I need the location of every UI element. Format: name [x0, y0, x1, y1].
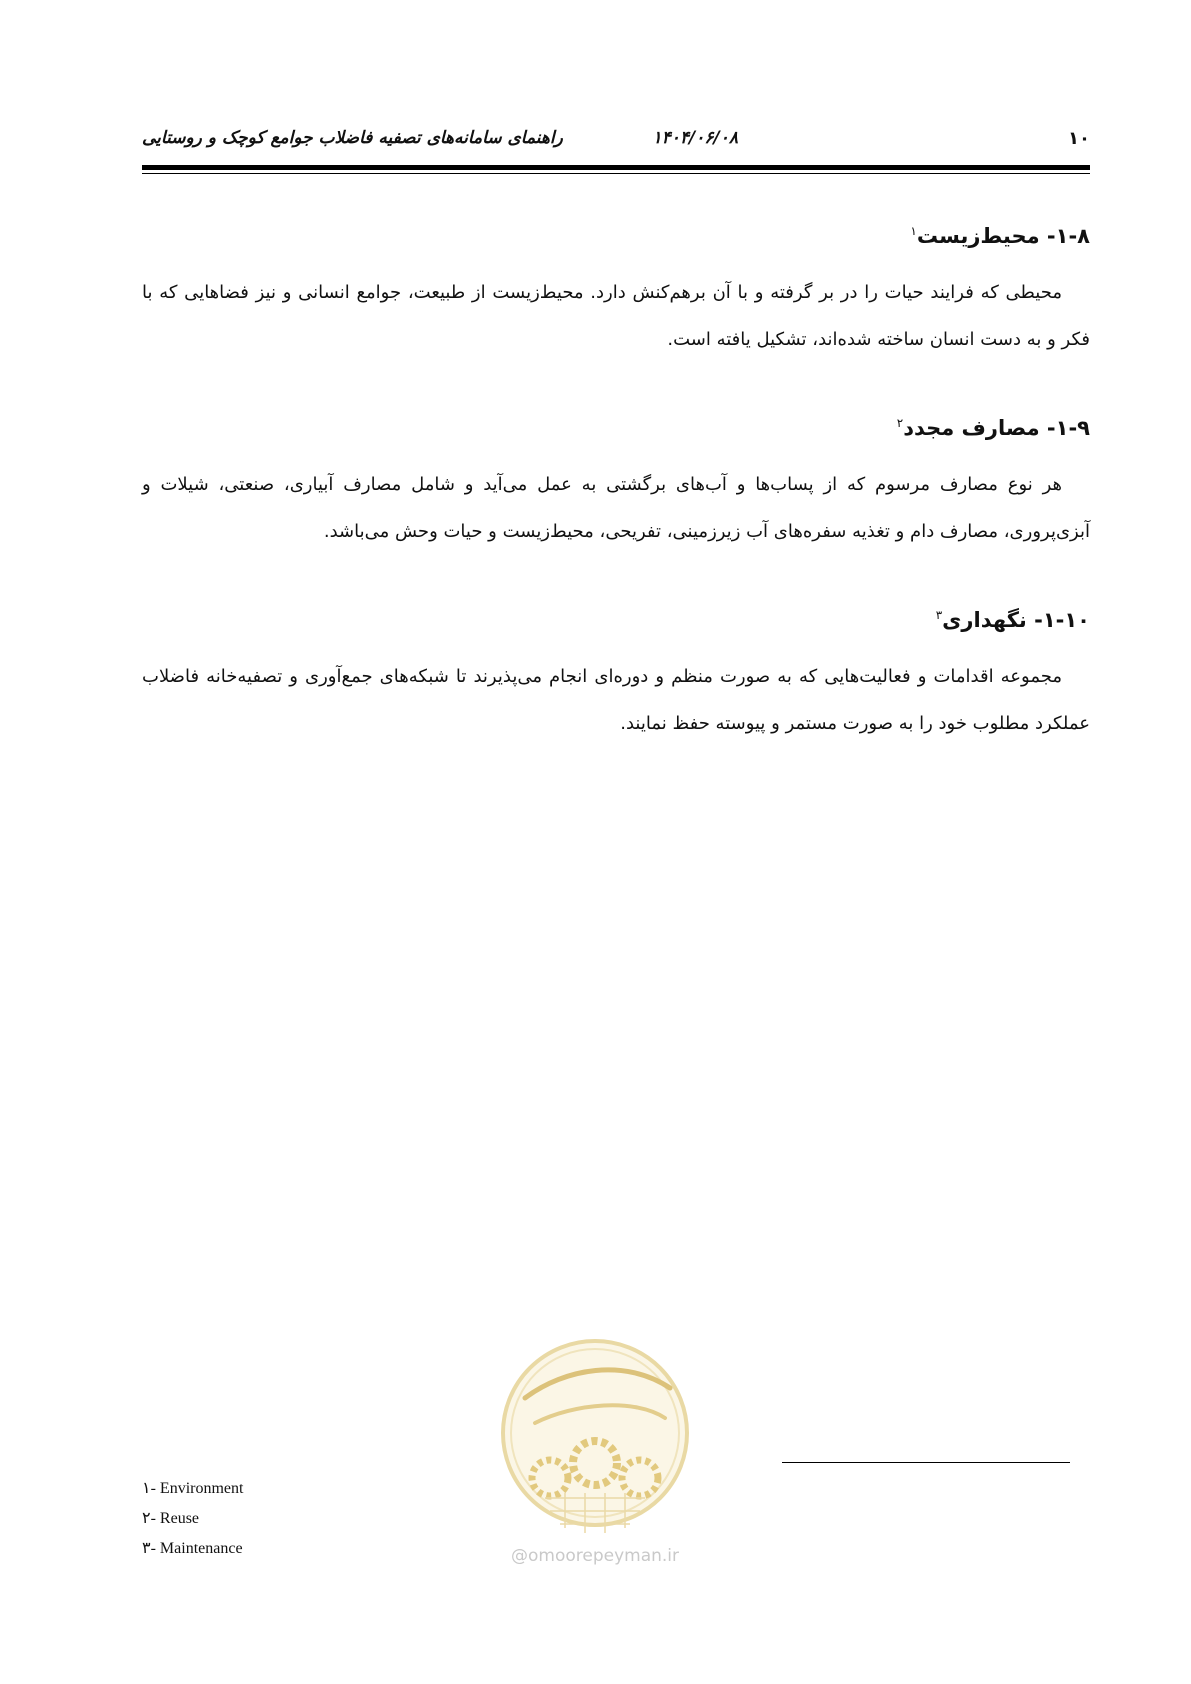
header-title: راهنمای سامانه‌های تصفیه فاضلاب جوامع کوچک و روستایی: [142, 128, 563, 148]
section-environment: [142, 216, 1090, 363]
section-maintenance: [142, 600, 1090, 747]
seal-icon: [495, 1328, 695, 1543]
footnote-ref: ۲: [896, 416, 904, 430]
footnote-ref: ۱: [910, 224, 917, 238]
footnote-item: ۳- Maintenance: [142, 1540, 243, 1557]
page-number: ۱۰: [1068, 128, 1090, 149]
running-header: [142, 128, 1090, 152]
header-rule-thin: [142, 173, 1090, 174]
section-paragraph: محیطی که فرایند حیات را در بر گرفته و با آن برهم‌کنش دارد. محیط‌زیست از طبیعت، جوامع انسانی و نیز فضاهایی که با فکر و به دست انسان ساخته شده‌اند، تشکیل یافته است.: [142, 282, 1090, 350]
header-rule-thick: [142, 165, 1090, 170]
footnote-item: ۱- Environment: [142, 1480, 244, 1497]
header-date: ۱۴۰۴/۰۶/۰۸: [652, 128, 738, 148]
watermark-handle: @omoorepeyman.ir: [510, 1546, 680, 1566]
footnote-ref: ۳: [935, 608, 943, 622]
section-heading: ۱-۹- مصارف مجدد$^۲$: [896, 416, 1090, 440]
section-reuse: [142, 408, 1090, 555]
section-paragraph: هر نوع مصارف مرسوم که از پساب‌ها و آب‌های برگشتی به عمل می‌آید و شامل مصارف آبیاری، صنعتی، شیلات و آبزی‌پروری، مصارف دام و تغذیه سفره‌های آب زیرزمینی، تفریحی، محیط‌زیست و حیات وحش می‌باشد.: [142, 474, 1090, 542]
section-heading: ۱-۸- محیط‌زیست$^۱$: [910, 224, 1090, 248]
section-paragraph: مجموعه اقدامات و فعالیت‌هایی که به صورت منظم و دوره‌ای انجام می‌پذیرند تا شبکه‌های جمع‌آوری و تصفیه‌خانه فاضلاب عملکرد مطلوب خود را به صورت مستمر و پیوسته حفظ نمایند.: [142, 666, 1090, 734]
footnote-separator: [782, 1462, 1070, 1463]
section-heading: ۱-۱۰- نگهداری$^۳$: [935, 608, 1090, 632]
watermark-logo: [495, 1328, 695, 1568]
footnotes: [142, 1474, 243, 1564]
footnote-item: ۲- Reuse: [142, 1510, 200, 1527]
